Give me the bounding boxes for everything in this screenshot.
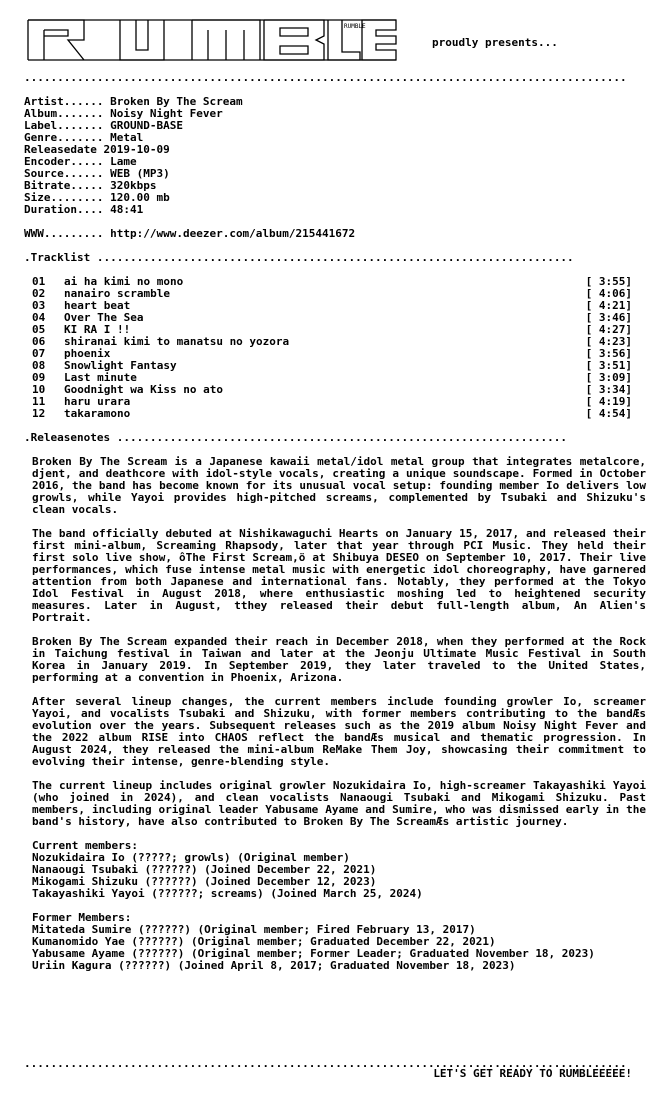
track-title: shiranai kimi to manatsu no yozora (64, 335, 290, 348)
track-time: [ 3:55] (585, 275, 632, 288)
info-value: 2019-10-09 (103, 143, 170, 156)
track-num: 06 (32, 335, 46, 348)
info-value: Broken By The Scream (110, 95, 243, 108)
track-time: [ 4:19] (585, 395, 632, 408)
www-line (24, 228, 636, 240)
release-paragraph: The band officially debuted at Nishikawaguchi Hearts on January 15, 2017, and released their first mini-album, Screaming Rhapsody, later that year through PCI Music. They held their first solo live show, ôThe First Scream,ö at Shibuya DESEO on September 10, 2017. Their live performances, which fuse intense metal music with energetic idol choreography, have garnered attention from both Japanese and international fans. Notably, they performed at the Tokyo Idol Festival in August 2018, where enthusiastic moshing led to heightened security measures. Later in August, tthey released their debut full-length album, An Alien's Portrait. (32, 527, 646, 624)
track-title: phoenix (64, 347, 111, 360)
divider-bottom: ........................................................................................... (24, 1058, 627, 1070)
track-title: Over The Sea (64, 311, 144, 324)
track-time: [ 3:56] (585, 347, 632, 360)
spacer (32, 972, 646, 984)
tracklist-heading: .Tracklist ........................................................................ (24, 252, 574, 264)
track-title: takaramono (64, 407, 131, 420)
tracklist (32, 276, 632, 420)
track-time: [ 4:06] (585, 287, 632, 300)
info-value: Lame (110, 155, 137, 168)
info-value: WEB (MP3) (110, 167, 170, 180)
track-num: 01 (32, 275, 46, 288)
info-value: Noisy Night Fever (110, 107, 223, 120)
footer-text: LET'S GET READY TO RUMBLEEEEE! (433, 1067, 632, 1080)
info-label: Size........ (24, 191, 104, 204)
track-num: 04 (32, 311, 46, 324)
track-title: Last minute (64, 371, 137, 384)
presents-text: proudly presents... (432, 36, 558, 49)
info-value: 120.00 mb (110, 191, 170, 204)
info-value: Metal (110, 131, 144, 144)
track-title: ai ha kimi no mono (64, 275, 184, 288)
info-label: Album....... (24, 107, 104, 120)
info-label: Encoder..... (24, 155, 104, 168)
current-member-item: Nanaougi Tsubaki (??????) (Joined December 22, 2021) (32, 863, 377, 876)
track-num: 09 (32, 371, 46, 384)
current-member-item: Takayashiki Yayoi (??????; screams) (Joined March 25, 2024) (32, 887, 423, 900)
track-title: haru urara (64, 395, 131, 408)
current-member-item: Mikogami Shizuku (??????) (Joined December 12, 2023) (32, 875, 377, 888)
track-time: [ 3:09] (585, 371, 632, 384)
track-num: 07 (32, 347, 46, 360)
track-title: Goodnight wa Kiss no ato (64, 383, 223, 396)
info-label: Source...... (24, 167, 104, 180)
current-member-item: Nozukidaira Io (?????; growls) (Original member) (32, 851, 350, 864)
track-title: Snowlight Fantasy (64, 359, 177, 372)
track-num: 12 (32, 407, 46, 420)
former-member-item: Mitateda Sumire (??????) (Original member; Fired February 13, 2017) (32, 923, 476, 936)
www-label: WWW......... (24, 227, 104, 240)
divider: ........................................................................................... (24, 72, 627, 84)
track-num: 05 (32, 323, 46, 336)
release-paragraph: After several lineup changes, the current members include founding growler Io, screamer Yayoi, and vocalists Tsubaki and Shizuku, with former members contributing to the bandÆs evolution over the years. Subsequent releases such as the 2019 album Noisy Night Fever and the 2022 album RISE into CHAOS reflect the bandÆs musical and thematic progression. In August 2024, they released the mini-album ReMake Them Joy, showcasing their commitment to evolving their intense, genre-blending style. (32, 695, 646, 768)
info-block (24, 96, 636, 216)
info-label: Releasedate (24, 143, 97, 156)
info-label: Label....... (24, 119, 104, 132)
track-time: [ 3:34] (585, 383, 632, 396)
track-num: 02 (32, 287, 46, 300)
track-time: [ 4:27] (585, 323, 632, 336)
track-title: KI RA I !! (64, 323, 131, 336)
release-paragraph: Broken By The Scream is a Japanese kawaii metal/idol metal group that integrates metalcore, djent, and deathcore with idol-style vocals, creating a unique soundscape. Formed in October 2016, the band has become known for its unusual vocal setup: founding member Io delivers low growls, while Yayoi provides high-pitched screams, complemented by Tsubaki and Shizuku's clean vocals. (32, 455, 646, 516)
track-time: [ 3:51] (585, 359, 632, 372)
info-row (24, 204, 636, 216)
track-time: [ 3:46] (585, 311, 632, 324)
release-notes (32, 456, 646, 984)
former-member-heading: Former Members: (32, 911, 132, 924)
info-label: Artist...... (24, 95, 104, 108)
logo-label: RUMBLE (344, 23, 366, 30)
track-num: 11 (32, 395, 46, 408)
info-label: Duration.... (24, 203, 104, 216)
track-title: heart beat (64, 299, 131, 312)
track-num: 03 (32, 299, 46, 312)
info-label: Bitrate..... (24, 179, 104, 192)
www-link[interactable]: http://www.deezer.com/album/215441672 (110, 227, 356, 240)
track-num: 10 (32, 383, 46, 396)
info-value: 48:41 (110, 203, 144, 216)
former-member-item: Yabusame Ayame (??????) (Original member; Former Leader; Graduated November 18, 2023) (32, 947, 595, 960)
current-member-heading: Current members: (32, 839, 138, 852)
releasenotes-heading: .Releasenotes .................................................................... (24, 432, 568, 444)
former-member-item: Uriin Kagura (??????) (Joined April 8, 2017; Graduated November 18, 2023) (32, 959, 516, 972)
info-value: 320kbps (110, 179, 157, 192)
former-member-item: Kumanomido Yae (??????) (Original member; Graduated December 22, 2021) (32, 935, 496, 948)
track-num: 08 (32, 359, 46, 372)
track-time: [ 4:23] (585, 335, 632, 348)
rumble-logo (24, 18, 404, 62)
track-title: nanairo scramble (64, 287, 170, 300)
track-time: [ 4:54] (585, 407, 632, 420)
info-value: GROUND-BASE (110, 119, 183, 132)
track-time: [ 4:21] (585, 299, 632, 312)
track-row (32, 336, 632, 348)
release-paragraph: The current lineup includes original growler Nozukidaira Io, high-screamer Takayashiki Yayoi (who joined in 2024), and clean vocalists Nanaougi Tsubaki and Mikogami Shizuku. Past members, including original leader Yabusame Ayame and Sumire, who was dismissed early in the band's history, have also contributed to Broken By The ScreamÆs artistic journey. (32, 779, 646, 828)
info-label: Genre....... (24, 131, 104, 144)
release-paragraph: Broken By The Scream expanded their reach in December 2018, when they performed at the Rock in Taichung festival in Taiwan and later at the Jeonju Ultimate Music Festival in South Korea in January 2019. In September 2019, they later traveled to the United States, performing at a convention in Phoenix, Arizona. (32, 635, 646, 684)
track-row (32, 408, 632, 420)
